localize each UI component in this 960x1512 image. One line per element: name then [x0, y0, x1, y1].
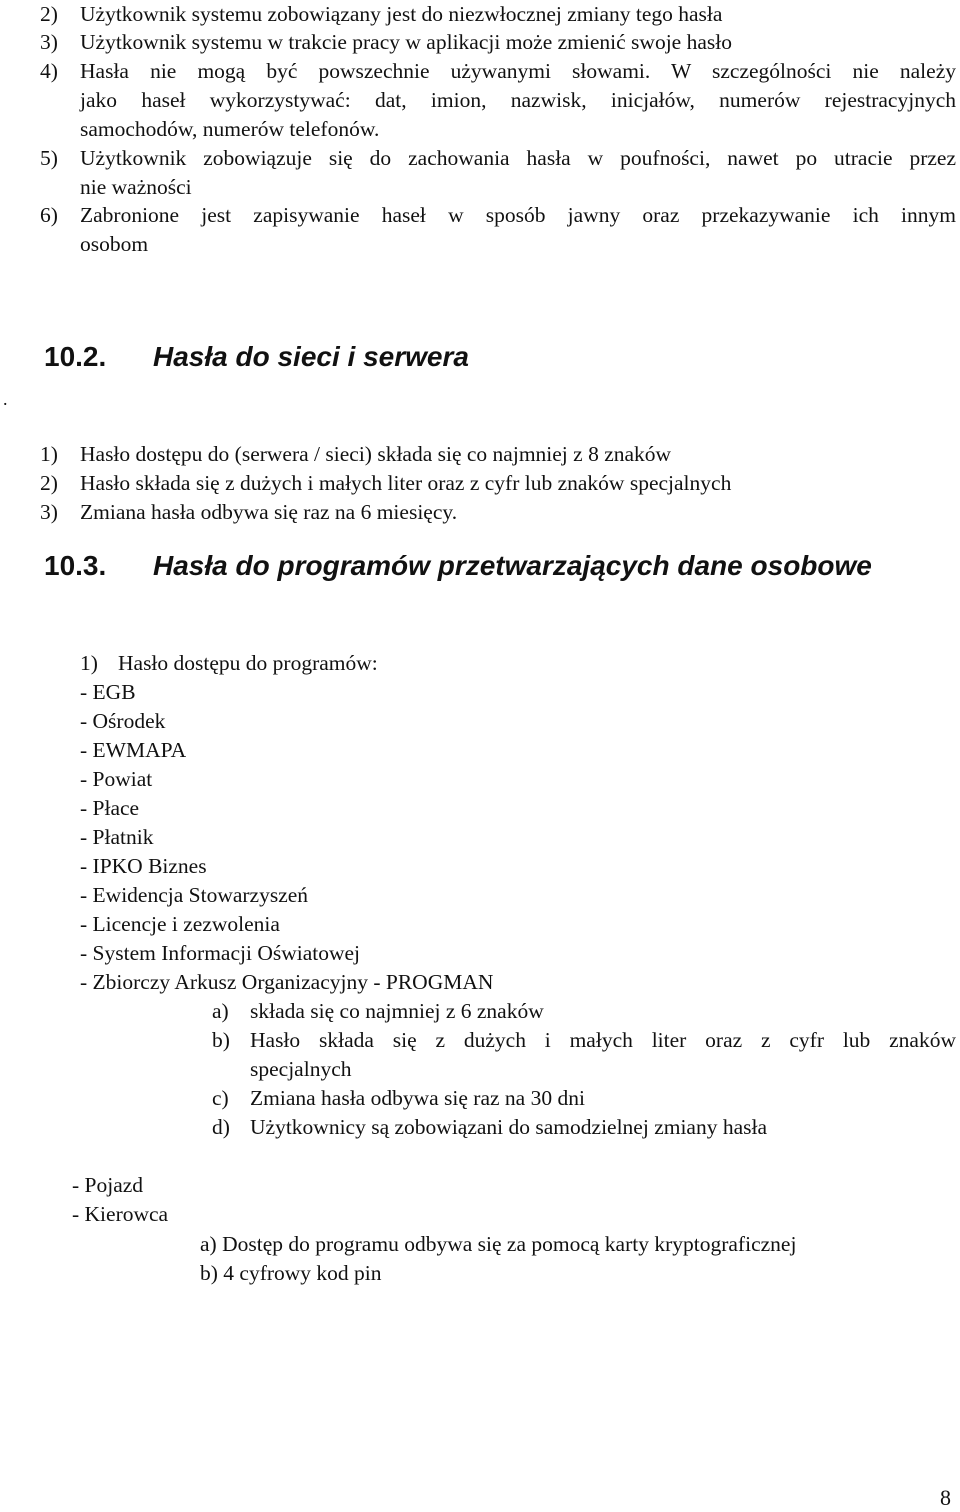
section-number: 10.3. — [44, 550, 107, 581]
list-item-text: samochodów, numerów telefonów. — [80, 117, 380, 141]
program-item: - Zbiorczy Arkusz Organizacyjny - PROGMAN — [80, 970, 494, 994]
list-number: 6) — [40, 203, 58, 227]
page-number: 8 — [940, 1485, 951, 1510]
list-item-text: nie ważności — [80, 175, 192, 199]
list-item-text: składa się co najmniej z 6 znaków — [250, 999, 544, 1023]
program-item: - Pojazd — [72, 1173, 144, 1197]
list-number: c) — [212, 1086, 229, 1110]
list-item-text: Użytkownik systemu w trakcie pracy w aplikacji może zmienić swoje hasło — [80, 30, 732, 54]
program-item: - EGB — [80, 680, 136, 704]
list-item-text: Hasło składa się z dużych i małych liter oraz z cyfr lub znaków specjalnych — [80, 471, 732, 495]
list-item-text: Zabronione jest zapisywanie haseł w sposób jawny oraz przekazywanie ich innym — [80, 203, 956, 227]
program-item: - EWMAPA — [80, 738, 187, 762]
list-number: b) — [212, 1028, 230, 1052]
list-item-text: Zmiana hasła odbywa się raz na 6 miesięcy. — [80, 500, 458, 524]
list-item-text: jako haseł wykorzystywać: dat, imion, nazwisk, inicjałów, numerów rejestracyjnych — [80, 88, 956, 112]
list-number: 5) — [40, 146, 58, 170]
list-number: a) — [212, 999, 229, 1023]
list-number: d) — [212, 1115, 230, 1139]
program-item: - Powiat — [80, 767, 153, 791]
program-item: - Licencje i zezwolenia — [80, 912, 280, 936]
list-item-text: Hasła nie mogą być powszechnie używanymi słowami. W szczególności nie należy — [80, 59, 956, 83]
list-number: 2) — [40, 2, 58, 26]
program-item: - System Informacji Oświatowej — [80, 941, 361, 965]
list-number: 4) — [40, 59, 58, 83]
list-item-text: Hasło składa się z dużych i małych liter oraz z cyfr lub znaków — [250, 1028, 956, 1052]
program-item: - Ośrodek — [80, 709, 166, 733]
list-number: 1) — [80, 651, 98, 675]
list-item-text: a) Dostęp do programu odbywa się za pomocą karty kryptograficznej — [200, 1232, 797, 1256]
section-title: Hasła do programów przetwarzających dane osobowe — [153, 550, 872, 581]
list-item-text: Użytkownicy są zobowiązani do samodzielnej zmiany hasła — [250, 1115, 768, 1139]
list-item-text: b) 4 cyfrowy kod pin — [200, 1261, 382, 1285]
list-number: 1) — [40, 442, 58, 466]
list-item-text: Użytkownik systemu zobowiązany jest do niezwłocznej zmiany tego hasła — [80, 2, 723, 26]
list-item-text: Zmiana hasła odbywa się raz na 30 dni — [250, 1086, 585, 1110]
program-item: - Płace — [80, 796, 140, 820]
section-number: 10.2. — [44, 341, 107, 372]
stray-dot: . — [3, 389, 8, 409]
list-number: 2) — [40, 471, 58, 495]
program-item: - Płatnik — [80, 825, 154, 849]
program-item: - IPKO Biznes — [80, 854, 207, 878]
program-item: - Ewidencja Stowarzyszeń — [80, 883, 309, 907]
program-item: - Kierowca — [72, 1202, 169, 1226]
list-item-text: osobom — [80, 232, 149, 256]
section-title: Hasła do sieci i serwera — [153, 341, 469, 372]
list-number: 3) — [40, 500, 58, 524]
list-item-text: Użytkownik zobowiązuje się do zachowania hasła w poufności, nawet po utracie przez — [80, 146, 956, 170]
list-item-text: Hasło dostępu do programów: — [118, 651, 378, 675]
list-number: 3) — [40, 30, 58, 54]
list-item-text: Hasło dostępu do (serwera / sieci) składa się co najmniej z 8 znaków — [80, 442, 672, 466]
list-item-text: specjalnych — [250, 1057, 352, 1081]
